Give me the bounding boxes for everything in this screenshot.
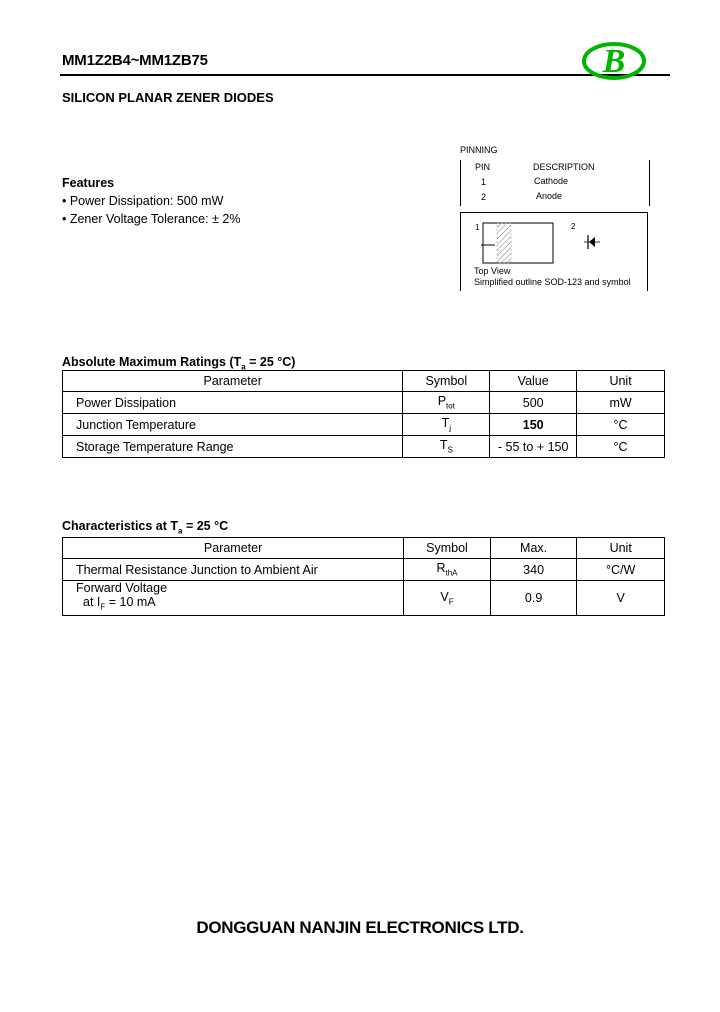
param-cell: Power Dissipation [63,392,403,414]
unit-cell: mW [577,392,665,414]
value-cell: 150 [490,414,577,436]
pin-description: Anode [536,191,563,201]
feature-item: • Power Dissipation: 500 mW [62,194,224,208]
pin-col-header: PIN [475,162,491,172]
symbol-cell: $T_S$ [403,436,490,458]
features-heading: Features [62,176,115,190]
symbol-cell: $V_F$ [404,581,491,616]
param-cell: Storage Temperature Range [63,436,403,458]
desc-col-header: DESCRIPTION [533,162,595,172]
symbol-cell: $T_j$ [403,414,490,436]
unit-cell: V [577,581,665,616]
unit-cell: °C [577,414,665,436]
value-cell: 0.9 [490,581,577,616]
document-title: MM1Z2B4~MM1ZB75 [62,52,208,69]
top-view-caption: Top View [474,266,511,276]
table-row [63,392,665,414]
pin-number: 2 [481,192,487,202]
param-cell: Thermal Resistance Junction to Ambient Air [63,559,404,581]
col-header: Symbol [404,538,491,559]
col-header: Unit [577,538,665,559]
sod123-outline-drawing [477,219,637,269]
col-header: Value [490,371,577,392]
outline-caption: Simplified outline SOD-123 and symbol [474,277,631,287]
pin1-label: 1 [475,223,480,232]
pin-number: 1 [481,177,487,187]
pin2-label: 2 [571,222,576,231]
symbol-cell: $R_{thA}$ [404,559,491,581]
table-row [63,414,665,436]
document-subtitle: SILICON PLANAR ZENER DIODES [62,90,274,105]
pin-description: Cathode [534,176,569,186]
value-cell: - 55 to + 150 [490,436,577,458]
col-header: Symbol [403,371,490,392]
col-header: Parameter [63,371,403,392]
table-row [63,436,665,458]
header-divider [60,74,670,76]
company-logo [580,40,648,87]
pinning-heading: PINNING [460,145,498,155]
col-header: Max. [490,538,577,559]
unit-cell: °C/W [577,559,665,581]
value-cell: 340 [490,559,577,581]
col-header: Unit [577,371,665,392]
table-header-row [63,538,665,559]
table-row [63,581,665,616]
symbol-cell: $P_{tot}$ [403,392,490,414]
characteristics-heading: Characteristics at $T_a = 25$ °C [62,519,229,536]
col-header: Parameter [63,538,404,559]
pinning-table [460,160,650,206]
param-cell: Forward Voltage at $I_F = 10$ mA [63,581,404,616]
table-header-row [63,371,665,392]
unit-cell: °C [577,436,665,458]
feature-item: • Zener Voltage Tolerance: ± 2% [62,212,241,226]
value-cell: 500 [490,392,577,414]
abs-max-heading: Absolute Maximum Ratings ($T_a = 25$ °C) [62,355,296,372]
characteristics-table [62,537,665,616]
company-footer: DONGGUAN NANJIN ELECTRONICS LTD. [196,918,524,937]
param-cell: Junction Temperature [63,414,403,436]
table-row [63,559,665,581]
package-outline-box [460,212,648,291]
logo-letter: B [602,43,626,80]
abs-max-table [62,370,665,458]
